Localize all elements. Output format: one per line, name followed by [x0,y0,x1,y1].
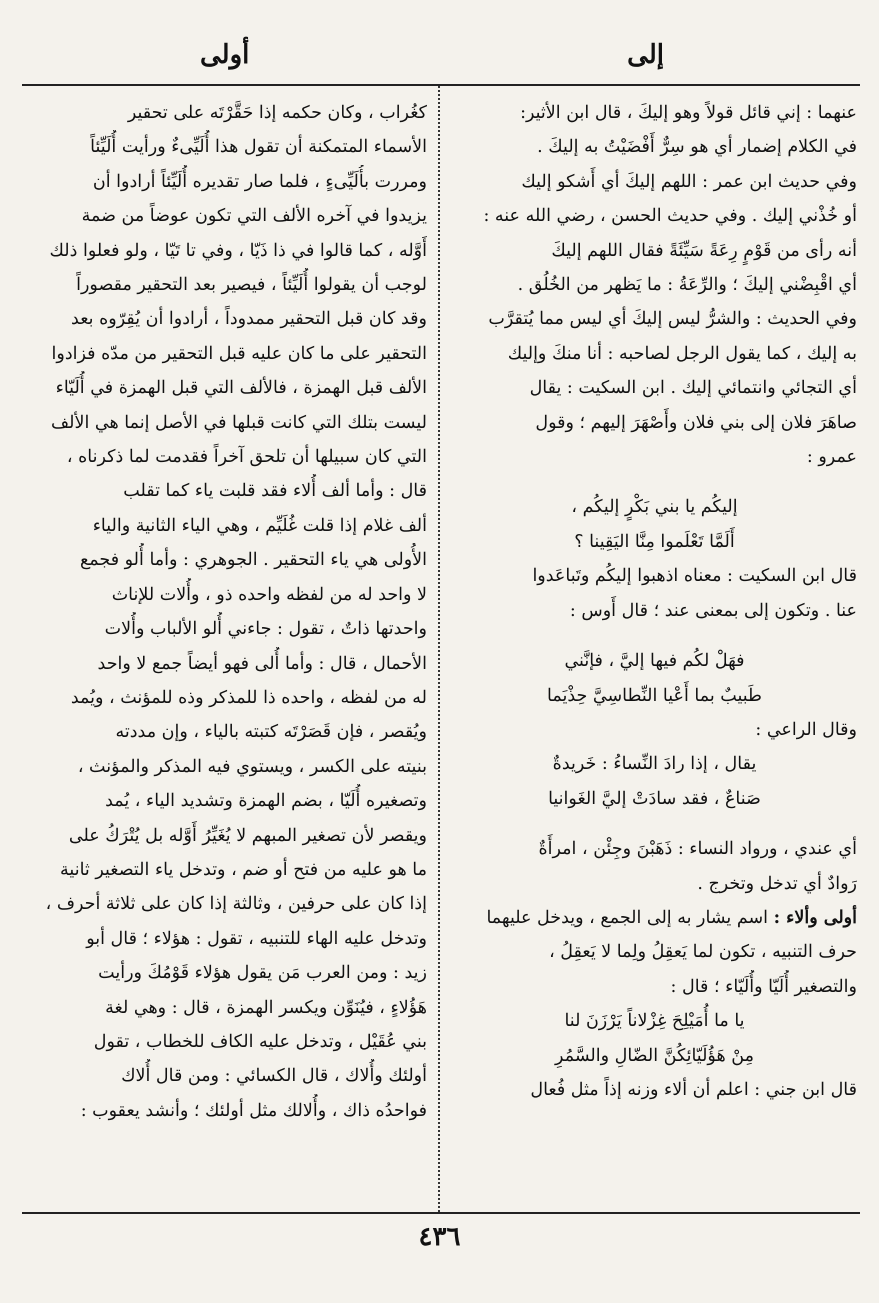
page-number: ٤٣٦ [418,1222,461,1252]
text-line: الأُولى هي ياء التحقير . الجوهري : وأما أُلو فجمع [79,550,427,571]
text-block [452,559,857,628]
verse-block [452,747,857,816]
text-line: لوجب أن يقولوا أُلَيِّئاً ، فيصير بعد التحقير مقصوراً [76,275,427,296]
left-column [22,96,427,1206]
text-block [452,1073,857,1107]
verse-block [452,490,857,559]
spacer [452,474,857,490]
text-line: قال ابن السكيت : معناه اذهبوا إليكُم وتَباعَدوا [532,566,857,587]
text-line: ما هو عليه من فتح أو ضم ، وتدخل ياء التصغير ثانية [60,859,427,880]
text-line: أي عندي ، ورواد النساء : ذَهَبْنَ وجِئْن ، امرأَةٌ [538,839,857,860]
text-line: قال : وأما ألف أُلاء فقد قلبت ياء كما تقلب [123,481,427,502]
text-line: هَؤُلاءٍ ، فيُنَوِّن ويكسر الهمزة ، قال : وهي لغة [105,997,427,1018]
verse-line: يا ما أُمَيْلِحَ غِزْلاناً يَرْزَنَ لنا [564,1011,745,1032]
text-line: عنا . وتكون إلى بمعنى عند ؛ قال أَوس : [569,600,857,621]
text-line: عمرو : [806,447,857,468]
text-line: واحدتها ذاتٌ ، تقول : جاءني أُلو الألباب وأُلات [104,619,427,640]
text-line: كغُراب ، وكان حكمه إذا حَقَّرْتَه على تحقير [127,103,427,123]
top-rule [22,84,860,86]
text-line: صاهَرَ فلان إلى بني فلان وأَصْهَرَ إليهم ؛ وقول [535,412,857,433]
text-line: بني عُقَيْل ، وتدخل عليه الكاف للخطاب ، تقول [93,1031,427,1052]
text-line: أو خُذْني إليك . وفي حديث الحسن ، رضي الله عنه : [483,206,857,227]
verse-line: طَبيبٌ بما أَعْيا النِّطاسِيَّ حِذْيَما [547,685,762,706]
text-line: ويُقصر ، فإن قَصَرْتَه كتبته بالياء ، وإن مددته [115,722,427,743]
entry-text: اسم يشار به إلى الجمع ، ويدخل عليهما [486,907,774,928]
text-line: وتدخل عليه الهاء للتنبيه ، تقول : هؤلاء ؛ قال أبو [86,928,427,949]
right-column [452,96,857,1206]
text-line: ومررت بأُلَيِّىءٍ ، فلما صار تقديره أُلَيِّئاً أرادوا أن [92,171,427,192]
text-block [452,713,857,747]
text-line: وقد كان قبل التحقير ممدوداً ، أرادوا أن يُقِرّوه بعد [71,309,427,330]
verse-line: يقال ، إذا رادَ النِّساءُ : خَريدةٌ [552,754,757,775]
text-line: ويقصر لأن تصغير المبهم لا يُغَيِّرُ أَوَّله بل يُتْرَكُ على [68,825,427,846]
text-line: في الكلام إضمار أي هو سِرٌّ أَفْضَيْتُ به إليكَ . [537,137,857,158]
text-line: لا واحد له من لفظه واحده ذو ، وأُلات للإناث [111,584,427,605]
text-line: بنيته على الكسر ، ويستوي فيه المذكر والمؤنث ، [77,756,427,777]
spacer [452,816,857,832]
entry-headword: أولى وألاء : [773,907,857,928]
text-line: أنه رأى من قَوْمٍ رِعَةً سَيِّئَةً فقال اللهم إليكَ [551,240,857,261]
text-line: أَوَّله ، كما قالوا في ذا ذَيّا ، وفي تا تَيّا ، ولو فعلوا ذلك [49,240,427,261]
text-line: وفي الحديث : والشرُّ ليس إليكَ أي ليس مما يُتقرَّب [488,309,857,330]
text-line: به إليك ، كما يقول الرجل لصاحبه : أنا منكَ وإليك [507,343,857,364]
text-line: زيد : ومن العرب مَن يقول هؤلاء قَوْمُكَ ورأيت [98,963,427,984]
text-line: وقال الراعي : [755,719,857,740]
text-line: عنهما : إني قائل قولاً وهو إليكَ ، قال ابن الأثير: [520,103,857,123]
text-line: إذا كان على حرفين ، وثالثة إذا كان على ثلاثة أحرف ، [45,894,427,915]
entry-line [452,901,857,935]
text-line: الألف قبل الهمزة ، فالألف التي قبل الهمزة في أُلَيّاء [55,378,427,399]
verse-block [452,1004,857,1073]
bottom-rule [22,1212,860,1214]
verse-line: مِنْ هَؤُلَيّائِكُنَّ الضّالِ والسَّمُرِ [555,1045,754,1066]
text-line: التحقير على ما كان عليه قبل التحقير من مدّه فزادوا [51,343,427,364]
text-line: يزيدوا في آخره الألف التي تكون عوضاً من ضمة [81,206,427,227]
text-block [452,832,857,901]
verse-line: أَلَمَّا تَعْلَموا مِنَّا اليَقِينا ؟ [574,531,735,552]
text-line: التي كان سبيلها أن تلحق آخراً فقدمت لما ذكرناه ، [66,447,427,468]
text-line: أي التجائي وانتمائي إليك . ابن السكيت : يقال [529,378,857,399]
text-line: أي اقْبِضْني إليكَ ؛ والرِّعَةُ : ما يَظهر من الخُلُق . [517,275,857,296]
spacer [452,628,857,644]
text-line: ألف غلام إذا قلت غُلَيِّم ، وهي الياء الثانية والياء [92,515,427,536]
verse-line: فهَلْ لكُم فيها إليَّ ، فإنَّني [564,651,745,672]
text-line: ليست بتلك التي كانت قبلها في الأصل إنما هي الألف [51,412,427,433]
header-keyword-left: أولى [200,40,250,70]
text-line: الأحمال ، قال : وأما أُلى فهو أيضاً جمع لا واحد [97,653,427,674]
text-line: قال ابن جني : اعلم أن ألاء وزنه إذاً مثل فُعال [530,1079,857,1100]
verse-block [452,644,857,713]
text-line: فواحدُه ذاك ، وأُلالك مثل أولئك ؛ وأنشد يعقوب : [80,1100,427,1121]
text-line: والتصغير أُلَيّا وأُلَيّاء ؛ قال : [670,976,857,997]
text-line: أولئك وأُلاك ، قال الكسائي : ومن قال أُلاك [121,1066,427,1087]
text-line: الأسماء المتمكنة أن تقول هذا أُلَيِّىءٌ ورأيت أُلَيِّئاً [90,137,427,158]
column-divider [438,86,440,1212]
verse-line: صَناعٌ ، فقد سادَتْ إليَّ الغَوانيا [548,788,761,809]
text-line: وفي حديث ابن عمر : اللهم إليكَ أي أَشكو إليك [521,171,857,192]
text-line: له من لفظه ، واحده ذا للمذكر وذه للمؤنث ، ويُمد [70,687,427,708]
text-block [452,935,857,1004]
text-line: رَوادٌ أي تدخل وتخرج . [697,873,857,894]
text-line: وتصغيره أُلَيّا ، بضم الهمزة وتشديد الياء ، يُمد [105,791,427,812]
header-keyword-right: إلى [627,40,664,70]
text-block [452,96,857,474]
verse-line: إليكُم يا بني بَكْرٍ إليكُم ، [571,497,738,518]
text-line: حرف التنبيه ، تكون لما يَعقِلُ ولِما لا يَعقِلُ ، [549,942,857,963]
